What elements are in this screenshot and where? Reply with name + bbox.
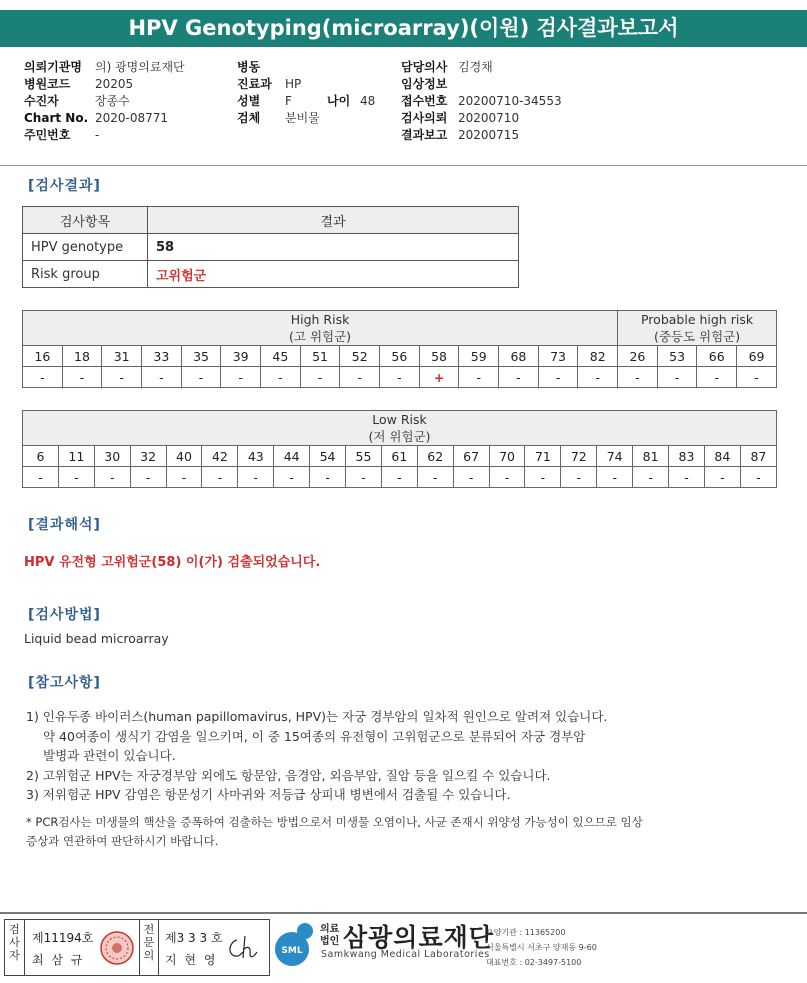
- negative-mark: -: [221, 367, 261, 388]
- low-risk-subtitle: (저 위험군): [368, 429, 431, 444]
- info-label: 임상정보: [401, 77, 448, 91]
- genotype-cell: 43: [238, 446, 274, 467]
- genotype-cell: 55: [346, 446, 382, 467]
- genotype-cell: 82: [578, 346, 618, 367]
- negative-mark: -: [669, 467, 705, 488]
- note-line: * PCR검사는 미생물의 핵산을 증폭하여 검출하는 방법으로서 미생물 오염이나, 사균 존재시 위양성 가능성이 있으므로 임상: [26, 815, 643, 829]
- genotype-cell: 45: [261, 346, 301, 367]
- reference-line: 2) 고위험군 HPV는 자궁경부암 외에도 항문암, 음경암, 외음부암, 질암 등을 일으킬 수 있습니다.: [26, 767, 551, 783]
- genotype-cell: 66: [697, 346, 737, 367]
- negative-mark: -: [238, 467, 274, 488]
- info-value: F: [285, 94, 292, 108]
- genotype-cell: 87: [740, 446, 776, 467]
- genotype-cell: 51: [300, 346, 340, 367]
- negative-mark: -: [23, 467, 59, 488]
- result-table: [22, 206, 519, 288]
- negative-mark: -: [597, 467, 633, 488]
- high-risk-title: High Risk: [290, 312, 350, 327]
- tester-label-text: 검 사 자: [9, 923, 20, 962]
- info-label: 진료과: [237, 77, 272, 91]
- low-risk-title: Low Risk: [372, 412, 427, 427]
- positive-mark: +: [419, 367, 459, 388]
- genotype-cell: 35: [181, 346, 221, 367]
- section-interpretation: [결과해석]: [28, 517, 101, 533]
- info-label: 검사의뢰: [401, 111, 448, 125]
- info-label: 병동: [237, 60, 261, 74]
- negative-mark: -: [618, 367, 658, 388]
- negative-mark: -: [381, 467, 417, 488]
- corp-info: [486, 925, 597, 970]
- high-risk-subtitle: (고 위험군): [289, 329, 352, 344]
- org-type-line: 법인: [320, 936, 340, 947]
- negative-mark: -: [489, 467, 525, 488]
- info-value: 장종수: [95, 94, 130, 108]
- high-risk-table: [22, 310, 777, 388]
- org-type-line: 의료: [320, 924, 340, 935]
- negative-mark: -: [740, 467, 776, 488]
- low-risk-types-row: [23, 446, 777, 467]
- patient-info-col1: [24, 59, 185, 144]
- genotype-cell: 44: [274, 446, 310, 467]
- info-value: 20200710-34553: [458, 94, 562, 108]
- negative-mark: -: [340, 367, 380, 388]
- genotype-cell: 83: [669, 446, 705, 467]
- genotype-cell: 11: [58, 446, 94, 467]
- genotype-cell: 69: [737, 346, 777, 367]
- negative-mark: -: [525, 467, 561, 488]
- reference-list: [26, 707, 607, 805]
- genotype-cell: 31: [102, 346, 142, 367]
- reference-line: 1) 인유두종 바이러스(human papillomavirus, HPV)는 자궁 경부암의 일차적 원인으로 알려져 있습니다.: [26, 709, 608, 724]
- patient-info-col3: [401, 59, 562, 144]
- risk-group-value: 고위험군: [148, 261, 519, 288]
- genotype-cell: 26: [618, 346, 658, 367]
- genotype-cell: 61: [381, 446, 417, 467]
- negative-mark: -: [58, 467, 94, 488]
- negative-mark: -: [310, 467, 346, 488]
- org-type: [320, 924, 339, 948]
- negative-mark: -: [202, 467, 238, 488]
- genotype-cell: 68: [499, 346, 539, 367]
- negative-mark: -: [274, 467, 310, 488]
- info-label: 의뢰기관명: [24, 60, 82, 74]
- genotype-cell: 67: [453, 446, 489, 467]
- negative-mark: -: [261, 367, 301, 388]
- negative-mark: -: [657, 367, 697, 388]
- age-label: 나이: [327, 94, 351, 108]
- specialist-name: 지 현 영: [165, 953, 218, 967]
- genotype-cell: 81: [633, 446, 669, 467]
- logo-text: SML: [281, 946, 303, 956]
- info-value: 의) 광명의료재단: [95, 60, 185, 74]
- low-risk-marks-row: [23, 467, 777, 488]
- genotype-cell: 33: [142, 346, 182, 367]
- genotype-cell: 74: [597, 446, 633, 467]
- probable-high-risk-title: Probable high risk: [640, 312, 754, 327]
- info-value: 김경채: [458, 60, 493, 74]
- negative-mark: -: [23, 367, 63, 388]
- negative-mark: -: [94, 467, 130, 488]
- genotype-cell: 52: [340, 346, 380, 367]
- tester-name: 최 삼 규: [32, 953, 85, 967]
- patient-info-col2: [237, 59, 375, 127]
- signature-box: [4, 919, 270, 976]
- high-risk-types-row: [23, 346, 777, 367]
- negative-mark: -: [538, 367, 578, 388]
- info-value: 20200715: [458, 128, 520, 142]
- negative-mark: -: [142, 367, 182, 388]
- negative-mark: -: [499, 367, 539, 388]
- genotype-cell: 6: [23, 446, 59, 467]
- org-name: 삼광의료재단: [343, 923, 494, 952]
- high-risk-marks-row: [23, 367, 777, 388]
- header-item: 검사항목: [23, 207, 148, 234]
- result-header-row: [23, 207, 519, 234]
- header-result: 결과: [148, 207, 519, 234]
- tester-seal-icon: [99, 930, 135, 966]
- negative-mark: -: [300, 367, 340, 388]
- tester-label: [5, 920, 25, 975]
- negative-mark: -: [459, 367, 499, 388]
- info-label: 결과보고: [401, 128, 448, 142]
- negative-mark: -: [453, 467, 489, 488]
- note-line: 증상과 연관하여 판단하시기 바랍니다.: [26, 834, 219, 848]
- interpretation-text: HPV 유전형 고위험군(58) 이(가) 검출되었습니다.: [24, 555, 321, 570]
- low-risk-table: [22, 410, 777, 488]
- probable-high-risk-header: [618, 311, 777, 346]
- info-value: 분비물: [285, 111, 320, 125]
- result-item: Risk group: [23, 261, 148, 288]
- genotype-cell: 58: [419, 346, 459, 367]
- negative-mark: -: [697, 367, 737, 388]
- sml-logo-icon: [272, 919, 320, 969]
- specialist-label-text: 전 문 의: [143, 923, 155, 962]
- genotype-cell: 73: [538, 346, 578, 367]
- result-item: HPV genotype: [23, 234, 148, 261]
- info-value: 20200710: [458, 111, 520, 125]
- info-label: 접수번호: [401, 94, 448, 108]
- section-method: [검사방법]: [28, 607, 101, 623]
- table-row: [23, 234, 519, 261]
- corp-line: 대표번호 : 02-3497-5100: [486, 958, 582, 967]
- info-label: 성별: [237, 94, 261, 108]
- section-result: [검사결과]: [28, 178, 101, 194]
- genotype-cell: 53: [657, 346, 697, 367]
- info-value: HP: [285, 77, 302, 91]
- pcr-note: [26, 813, 643, 851]
- negative-mark: -: [181, 367, 221, 388]
- info-value: -: [95, 128, 100, 142]
- genotype-cell: 32: [130, 446, 166, 467]
- genotype-cell: 54: [310, 446, 346, 467]
- negative-mark: -: [102, 367, 142, 388]
- negative-mark: -: [704, 467, 740, 488]
- negative-mark: -: [62, 367, 102, 388]
- specialist-number: 제3 3 3 호: [165, 931, 223, 945]
- negative-mark: -: [578, 367, 618, 388]
- genotype-cell: 42: [202, 446, 238, 467]
- negative-mark: -: [380, 367, 420, 388]
- negative-mark: -: [417, 467, 453, 488]
- info-label: Chart No.: [24, 111, 89, 125]
- corp-line: 서울특별시 서초구 양재동 9-60: [486, 943, 597, 952]
- negative-mark: -: [633, 467, 669, 488]
- genotype-cell: 62: [417, 446, 453, 467]
- age-value: 48: [360, 94, 376, 108]
- negative-mark: -: [166, 467, 202, 488]
- patient-info: [0, 57, 807, 166]
- reference-line: 발병과 관련이 있습니다.: [43, 748, 176, 763]
- footer-divider: [0, 912, 807, 914]
- section-reference: [참고사항]: [28, 675, 101, 691]
- negative-mark: -: [737, 367, 777, 388]
- probable-high-risk-subtitle: (중등도 위험군): [653, 329, 741, 344]
- genotype-cell: 59: [459, 346, 499, 367]
- info-label: 검체: [237, 111, 261, 125]
- signature-icon: [223, 932, 263, 964]
- info-value: 20205: [95, 77, 134, 91]
- result-value: 58: [148, 234, 519, 261]
- genotype-cell: 71: [525, 446, 561, 467]
- corp-line: 요양기관 : 11365200: [486, 928, 566, 937]
- method-text: Liquid bead microarray: [24, 631, 169, 646]
- genotype-cell: 18: [62, 346, 102, 367]
- org-name-en: Samkwang Medical Laboratories: [321, 949, 490, 960]
- genotype-cell: 72: [561, 446, 597, 467]
- genotype-cell: 84: [704, 446, 740, 467]
- table-row: [23, 261, 519, 288]
- info-label: 담당의사: [401, 60, 448, 74]
- genotype-cell: 30: [94, 446, 130, 467]
- info-label: 주민번호: [24, 128, 71, 142]
- tester-number: 제11194호: [32, 931, 94, 945]
- info-label: 병원코드: [24, 77, 71, 91]
- negative-mark: -: [561, 467, 597, 488]
- genotype-cell: 39: [221, 346, 261, 367]
- genotype-cell: 16: [23, 346, 63, 367]
- specialist-label: [139, 920, 159, 975]
- info-value: 2020-08771: [95, 111, 169, 125]
- reference-line: 3) 저위험군 HPV 감염은 항문성기 사마귀와 저등급 상피내 병변에서 검출될 수 있습니다.: [26, 787, 511, 802]
- reference-line: 약 40여종이 생식기 감염을 일으키며, 이 중 15여종의 유전형이 고위험군으로 분류되어 자궁 경부암: [43, 728, 586, 744]
- info-label: 수진자: [24, 94, 59, 108]
- report-title: HPV Genotyping(microarray)(이원) 검사결과보고서: [0, 10, 807, 47]
- high-risk-header: [23, 311, 618, 346]
- low-risk-header: [23, 411, 777, 446]
- negative-mark: -: [130, 467, 166, 488]
- negative-mark: -: [346, 467, 382, 488]
- genotype-cell: 56: [380, 346, 420, 367]
- genotype-cell: 40: [166, 446, 202, 467]
- genotype-cell: 70: [489, 446, 525, 467]
